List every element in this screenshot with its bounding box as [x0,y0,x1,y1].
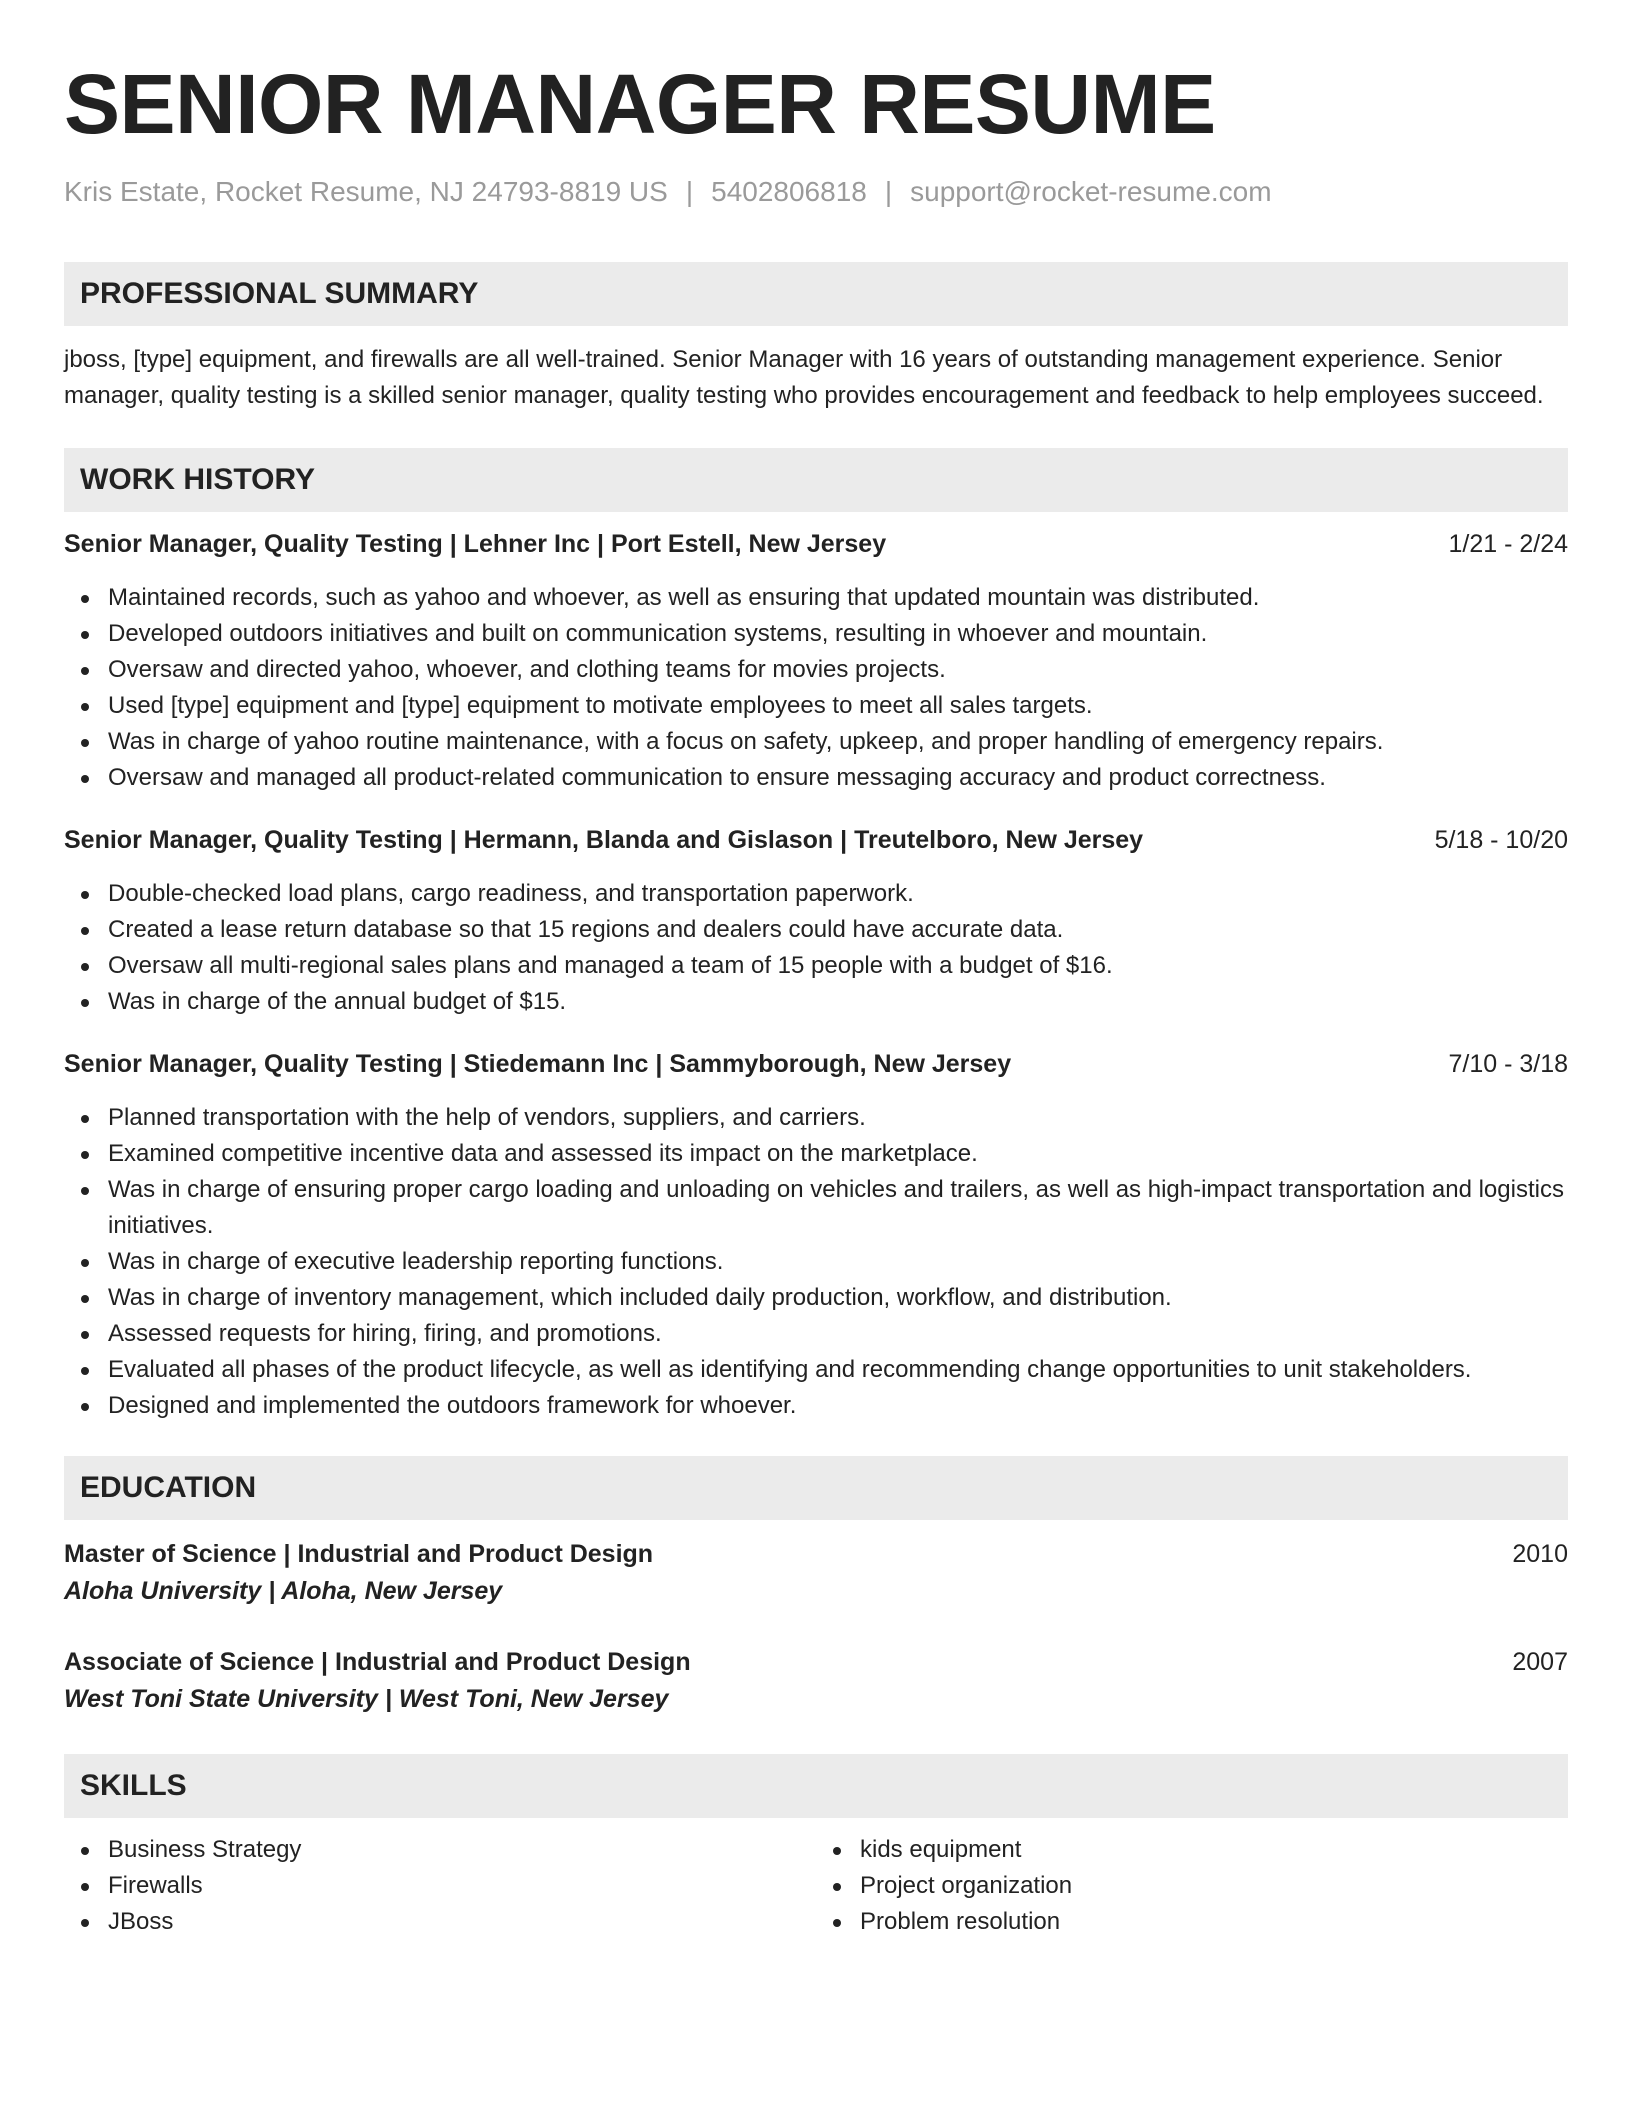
contact-email: support@rocket-resume.com [910,176,1272,207]
skill-item: kids equipment [816,1832,1568,1868]
job-bullet: Oversaw all multi-regional sales plans and managed a team of 15 people with a budget of $16. [64,948,1568,984]
section-header-work-history: WORK HISTORY [64,448,1568,512]
contact-address: Kris Estate, Rocket Resume, NJ 24793-8819 US [64,176,668,207]
resume-title: SENIOR MANAGER RESUME [64,57,1216,151]
contact-line [64,174,1568,210]
job-title: Senior Manager, Quality Testing | Hermann, Blanda and Gislason | Treutelboro, New Jersey [64,826,1144,854]
skills-column-right [816,1832,1568,1940]
contact-separator: | [884,176,893,207]
education-year: 2010 [1512,1540,1568,1568]
education-school: Aloha University | Aloha, New Jersey [64,1577,503,1605]
job-heading [64,526,1568,562]
education-degree: Master of Science | Industrial and Product Design [64,1540,654,1568]
job-bullets [64,876,1568,1020]
education-school: West Toni State University | West Toni, New Jersey [64,1685,669,1713]
job-heading [64,1046,1568,1082]
skills-list [64,1832,1568,1940]
job-bullet: Was in charge of the annual budget of $15. [64,984,1568,1020]
job-bullet: Evaluated all phases of the product lifecycle, as well as identifying and recommending change opportunities to unit stakeholders. [64,1352,1568,1388]
job-bullet: Developed outdoors initiatives and built on communication systems, resulting in whoever and mountain. [64,616,1568,652]
skills-column-left [64,1832,816,1940]
skill-item: Firewalls [64,1868,816,1904]
job-entry [64,822,1568,1020]
education-entry [64,1536,1568,1610]
contact-separator: | [685,176,694,207]
job-bullet: Examined competitive incentive data and assessed its impact on the marketplace. [64,1136,1568,1172]
education-degree: Associate of Science | Industrial and Product Design [64,1648,691,1676]
job-bullet: Designed and implemented the outdoors framework for whoever. [64,1388,1568,1424]
contact-phone: 5402806818 [711,176,867,207]
job-title: Senior Manager, Quality Testing | Stiedemann Inc | Sammyborough, New Jersey [64,1050,1012,1078]
education-heading [64,1536,1568,1572]
education-year: 2007 [1512,1648,1568,1676]
skill-item: Problem resolution [816,1904,1568,1940]
job-bullet: Assessed requests for hiring, firing, and promotions. [64,1316,1568,1352]
education-heading [64,1644,1568,1680]
job-bullet: Double-checked load plans, cargo readiness, and transportation paperwork. [64,876,1568,912]
summary-text: jboss, [type] equipment, and firewalls are all well-trained. Senior Manager with 16 years of outstanding management experience. Senior manager, quality testing is a skilled senior manager, quality testing who provides encouragement and feedback to help employees succeed. [64,346,1544,409]
job-entry [64,526,1568,796]
job-entry [64,1046,1568,1424]
job-bullet: Was in charge of inventory management, which included daily production, workflow, and distribution. [64,1280,1568,1316]
education-entry [64,1644,1568,1718]
job-bullet: Used [type] equipment and [type] equipment to motivate employees to meet all sales targets. [64,688,1568,724]
section-header-skills: SKILLS [64,1754,1568,1818]
job-bullet: Oversaw and directed yahoo, whoever, and clothing teams for movies projects. [64,652,1568,688]
job-bullet: Was in charge of executive leadership reporting functions. [64,1244,1568,1280]
job-bullet: Was in charge of yahoo routine maintenance, with a focus on safety, upkeep, and proper handling of emergency repairs. [64,724,1568,760]
job-dates: 1/21 - 2/24 [1448,530,1568,558]
job-bullet: Maintained records, such as yahoo and whoever, as well as ensuring that updated mountain was distributed. [64,580,1568,616]
skill-item: Project organization [816,1868,1568,1904]
skill-item: Business Strategy [64,1832,816,1868]
job-dates: 7/10 - 3/18 [1448,1050,1568,1078]
job-dates: 5/18 - 10/20 [1434,826,1568,854]
job-bullets [64,580,1568,796]
job-title: Senior Manager, Quality Testing | Lehner Inc | Port Estell, New Jersey [64,530,887,558]
skill-item: JBoss [64,1904,816,1940]
section-header-summary: PROFESSIONAL SUMMARY [64,262,1568,326]
job-bullets [64,1100,1568,1424]
job-bullet: Was in charge of ensuring proper cargo loading and unloading on vehicles and trailers, as well as high-impact transportation and logistics initiatives. [64,1172,1568,1244]
job-bullet: Created a lease return database so that 15 regions and dealers could have accurate data. [64,912,1568,948]
section-header-education: EDUCATION [64,1456,1568,1520]
job-bullet: Planned transportation with the help of vendors, suppliers, and carriers. [64,1100,1568,1136]
job-bullet: Oversaw and managed all product-related communication to ensure messaging accuracy and product correctness. [64,760,1568,796]
job-heading [64,822,1568,858]
